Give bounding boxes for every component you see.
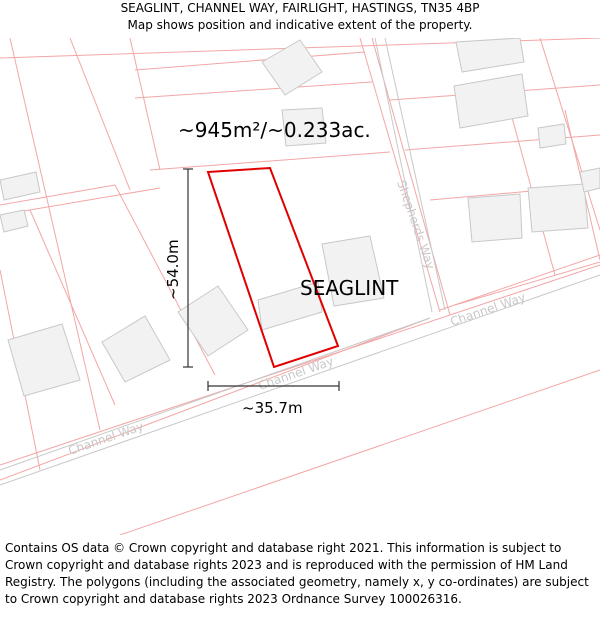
map-header (0, 0, 600, 34)
property-label: SEAGLINT (300, 276, 399, 300)
road-label-shepherds-way: Shepherds Way (394, 178, 438, 272)
width-label: ~35.7m (242, 399, 303, 417)
map-title: SEAGLINT, CHANNEL WAY, FAIRLIGHT, HASTINGS, TN35 4BP (120, 1, 480, 15)
height-label: ~54.0m (164, 239, 182, 300)
buildings (0, 38, 600, 396)
copyright-notice: Contains OS data © Crown copyright and database right 2021. This information is subject to Crown copyright and database rights 2023 and is reproduced with the permission of HM Land Registry. The polygons (including the associated geometry, namely x, y co-ordinates) are subject to Crown copyright and database rights 2023 Ordnance Survey 100026316. (5, 541, 589, 606)
road-label-channel-way-3: Channel Way (448, 289, 528, 329)
height-dimension (183, 169, 193, 367)
road-label-channel-way-2: Channel Way (256, 353, 336, 393)
area-label: ~945m²/~0.233ac. (178, 118, 371, 142)
road-label-channel-way-1: Channel Way (66, 418, 146, 458)
map-canvas[interactable] (0, 38, 600, 535)
map-subtitle: Map shows position and indicative extent of the property. (127, 18, 473, 32)
